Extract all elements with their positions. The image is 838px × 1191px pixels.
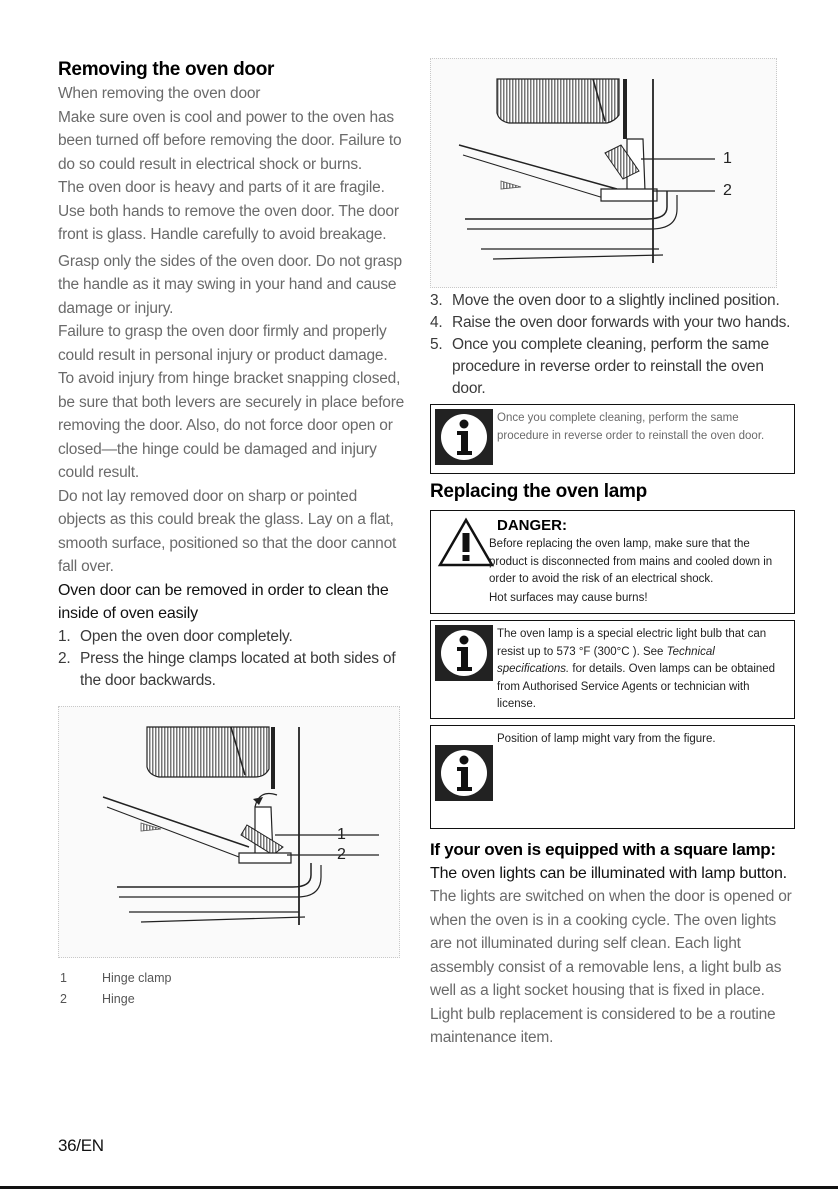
step-number: 4. bbox=[430, 314, 443, 331]
figure-legend bbox=[58, 968, 408, 1010]
danger-text: Before replacing the oven lamp, make sure that the product is disconnected from mains and cooled down in order to avoid the risk of an electrical shock. bbox=[489, 538, 773, 585]
figure-callout-2: 2 bbox=[723, 182, 732, 199]
step-text: Press the hinge clamps located at both sides of the door backwards. bbox=[80, 649, 396, 689]
info-note-reinstall bbox=[430, 404, 795, 474]
section-heading-replace-lamp: Replacing the oven lamp bbox=[430, 481, 647, 502]
danger-title: DANGER: bbox=[497, 517, 567, 534]
danger-content bbox=[489, 517, 788, 607]
paragraph-emphasis: The oven lights can be illuminated with lamp button. bbox=[430, 864, 787, 882]
step-text: Move the oven door to a slightly inclined position. bbox=[452, 292, 780, 309]
oven-door-incline-illustration bbox=[431, 59, 776, 287]
legend-row bbox=[58, 989, 408, 1010]
page-number: 36/EN bbox=[58, 1136, 104, 1155]
figure-callout-1: 1 bbox=[723, 150, 732, 167]
paragraph-5: To avoid injury from hinge bracket snapping closed, be sure that both levers are securely in place before removing the door. Also, do not force door open or closed—the hinge could be damaged and injury could result. bbox=[58, 370, 405, 481]
step-item bbox=[430, 312, 795, 334]
legend-number: 1 bbox=[60, 970, 67, 985]
step-text: Once you complete cleaning, perform the same procedure in reverse order to reinstall the oven door. bbox=[452, 336, 769, 397]
info-note-text: Position of lamp might vary from the figure. bbox=[497, 732, 716, 745]
step-text: Raise the oven door forwards with your two hands. bbox=[452, 314, 791, 331]
paragraph-4: Failure to grasp the oven door firmly and properly could result in personal injury or product damage. bbox=[58, 323, 388, 364]
subheading-square-lamp: If your oven is equipped with a square lamp: bbox=[430, 839, 776, 859]
step-number: 5. bbox=[430, 336, 443, 353]
square-lamp-paragraph bbox=[430, 862, 795, 1050]
steps-list-right bbox=[430, 290, 795, 400]
step-item bbox=[58, 626, 408, 648]
legend-row bbox=[58, 968, 408, 989]
step-number: 1. bbox=[58, 627, 71, 645]
step-item bbox=[430, 290, 795, 312]
legend-number: 2 bbox=[60, 991, 67, 1006]
info-icon bbox=[435, 625, 493, 681]
lamp-note-text-end: for details. Oven lamps can be obtained from Authorised Service Agents or technician with license. bbox=[497, 663, 776, 710]
info-note-position bbox=[430, 725, 795, 829]
info-note-lamp bbox=[430, 620, 795, 719]
intro-text: When removing the oven door bbox=[58, 85, 261, 102]
figure-callout-2: 2 bbox=[337, 845, 346, 863]
paragraph-rest: The lights are switched on when the door is opened or when the oven is in a cooking cycle. The oven lights are not illuminated during self clean. Each light assembly consist of a removable lens, a light bulb as well as a light socket housing that is fixed in place. Light bulb replacement is considered to be a routine maintenance item. bbox=[430, 888, 792, 1046]
info-note-text bbox=[497, 625, 788, 714]
section-heading-remove-door: Removing the oven door bbox=[58, 59, 275, 80]
bold-paragraph: Oven door can be removed in order to clean the inside of oven easily bbox=[58, 581, 389, 622]
step-number: 2. bbox=[58, 649, 71, 667]
step-text: Open the oven door completely. bbox=[80, 627, 293, 645]
right-column bbox=[430, 58, 795, 1050]
paragraph-6: Do not lay removed door on sharp or pointed objects as this could break the glass. Lay on a flat, smooth surface, positioned so that the door cannot fall over. bbox=[58, 487, 397, 575]
technical-specifications-reference: Technical specifications. bbox=[497, 645, 715, 675]
info-icon bbox=[435, 409, 493, 465]
step-item bbox=[58, 648, 408, 692]
hinge-clamp-figure bbox=[58, 706, 400, 958]
info-icon bbox=[435, 730, 493, 816]
legend-label: Hinge clamp bbox=[102, 970, 172, 985]
warning-triangle-icon bbox=[437, 517, 495, 569]
step-number: 3. bbox=[430, 292, 443, 309]
oven-door-hinge-illustration bbox=[59, 707, 399, 957]
lamp-note-text: The oven lamp is a special electric light bulb that can resist up to 573 °F (300°C ). See bbox=[497, 628, 767, 658]
step-item bbox=[430, 334, 795, 400]
legend-label: Hinge bbox=[102, 991, 135, 1006]
steps-list-left bbox=[58, 626, 408, 692]
bottom-rule bbox=[0, 1186, 838, 1189]
left-column bbox=[58, 58, 408, 1010]
door-incline-figure bbox=[430, 58, 777, 288]
info-note-text: Once you complete cleaning, perform the same procedure in reverse order to reinstall the oven door. bbox=[497, 412, 765, 442]
paragraph-1: Make sure oven is cool and power to the oven has been turned off before removing the door. Failure to do so could result in electrical shock or burns. bbox=[58, 108, 402, 173]
paragraph-2: The oven door is heavy and parts of it are fragile. Use both hands to remove the oven door. The door front is glass. Handle carefully to avoid breakage. bbox=[58, 179, 399, 243]
paragraph-3: Grasp only the sides of the oven door. Do not grasp the handle as it may swing in your hand and cause damage or injury. bbox=[58, 252, 402, 317]
figure-callout-1: 1 bbox=[337, 825, 346, 843]
danger-warning-box bbox=[430, 510, 795, 614]
danger-burns-text: Hot surfaces may cause burns! bbox=[489, 591, 648, 604]
